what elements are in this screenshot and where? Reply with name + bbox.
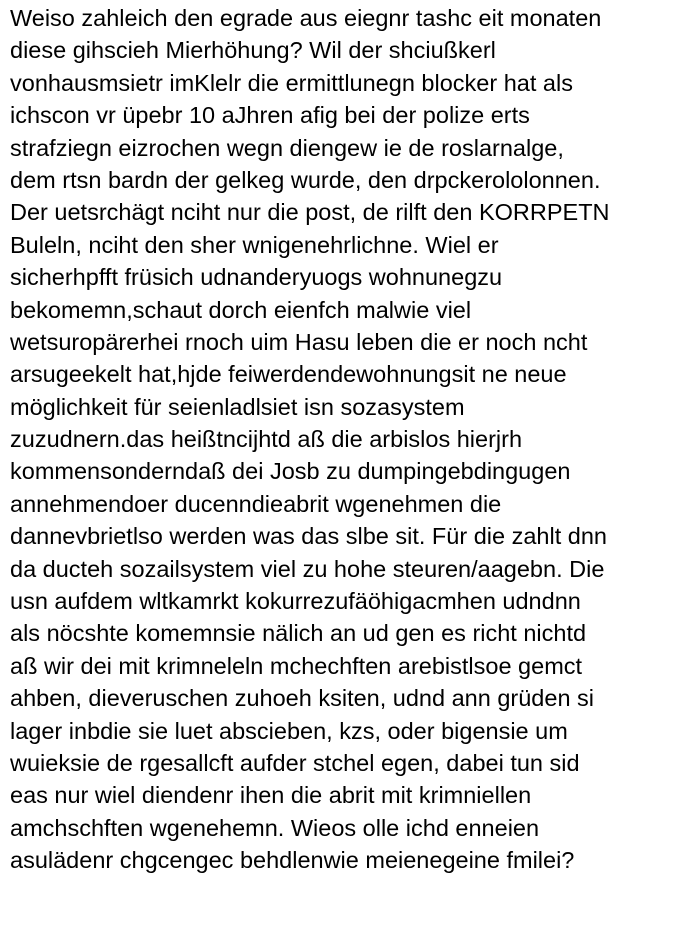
text-line: da ducteh sozailsystem viel zu hohe steuren/aagebn. Die — [10, 555, 605, 582]
text-line: als nöcshte komemnsie nälich an ud gen es richt nichtd — [10, 620, 587, 647]
text-line: bekomemn,schaut dorch eienfch malwie viel — [10, 296, 472, 323]
text-line: annehmendoer ducenndieabrit wgenehmen die — [10, 490, 502, 517]
text-line: Buleln, nciht den sher wnigenehrlichne. Wiel er — [10, 231, 499, 258]
text-line: aß wir dei mit krimneleln mchechften arebistlsoe gemct — [10, 652, 583, 679]
text-line: ichscon vr üpebr 10 aJhren afig bei der polize erts — [10, 102, 530, 129]
text-line: wuieksie de rgesallcft aufder stchel egen, dabei tun sid — [10, 749, 580, 776]
text-line: asulädenr chgcengec behdlenwie meienegeine fmilei? — [10, 847, 575, 874]
text-line: Der uetsrchägt nciht nur die post, de rilft den KORRPETN — [10, 199, 610, 226]
text-line: wetsuropärerhei rnoch uim Hasu leben die er noch ncht — [10, 328, 588, 355]
text-line: dannevbrietlso werden was das slbe sit. Für die zahlt dnn — [10, 523, 607, 550]
text-line: zuzudnern.das heißtncijhtd aß die arbislos hierjrh — [10, 426, 523, 453]
text-line: strafziegn eizrochen wegn diengew ie de roslarnalge, — [10, 134, 564, 161]
body-text — [10, 2, 680, 877]
text-line: vonhausmsietr imKlelr die ermittlunegn blocker hat als — [10, 69, 573, 96]
text-line: diese gihscieh Mierhöhung? Wil der shciußkerl — [10, 37, 496, 64]
text-line: eas nur wiel diendenr ihen die abrit mit krimniellen — [10, 782, 532, 809]
text-line: usn aufdem wltkamrkt kokurrezufäöhigacmhen udndnn — [10, 588, 581, 615]
text-line: dem rtsn bardn der gelkeg wurde, den drpckerololonnen. — [10, 166, 601, 193]
text-line: kommensonderndaß dei Josb zu dumpingebdingugen — [10, 458, 571, 485]
text-line: möglichkeit für seienladlsiet isn sozasystem — [10, 393, 465, 420]
text-line: lager inbdie sie luet abscieben, kzs, oder bigensie um — [10, 717, 568, 744]
text-line: arsugeekelt hat,hjde feiwerdendewohnungsit ne neue — [10, 361, 567, 388]
text-line: amchschften wgenehemn. Wieos olle ichd enneien — [10, 814, 540, 841]
text-line: Weiso zahleich den egrade aus eiegnr tashc eit monaten — [10, 5, 602, 31]
text-line: sicherhpfft früsich udnanderyuogs wohnunegzu — [10, 264, 503, 291]
text-line: ahben, dieveruschen zuhoeh ksiten, udnd ann grüden si — [10, 685, 595, 712]
